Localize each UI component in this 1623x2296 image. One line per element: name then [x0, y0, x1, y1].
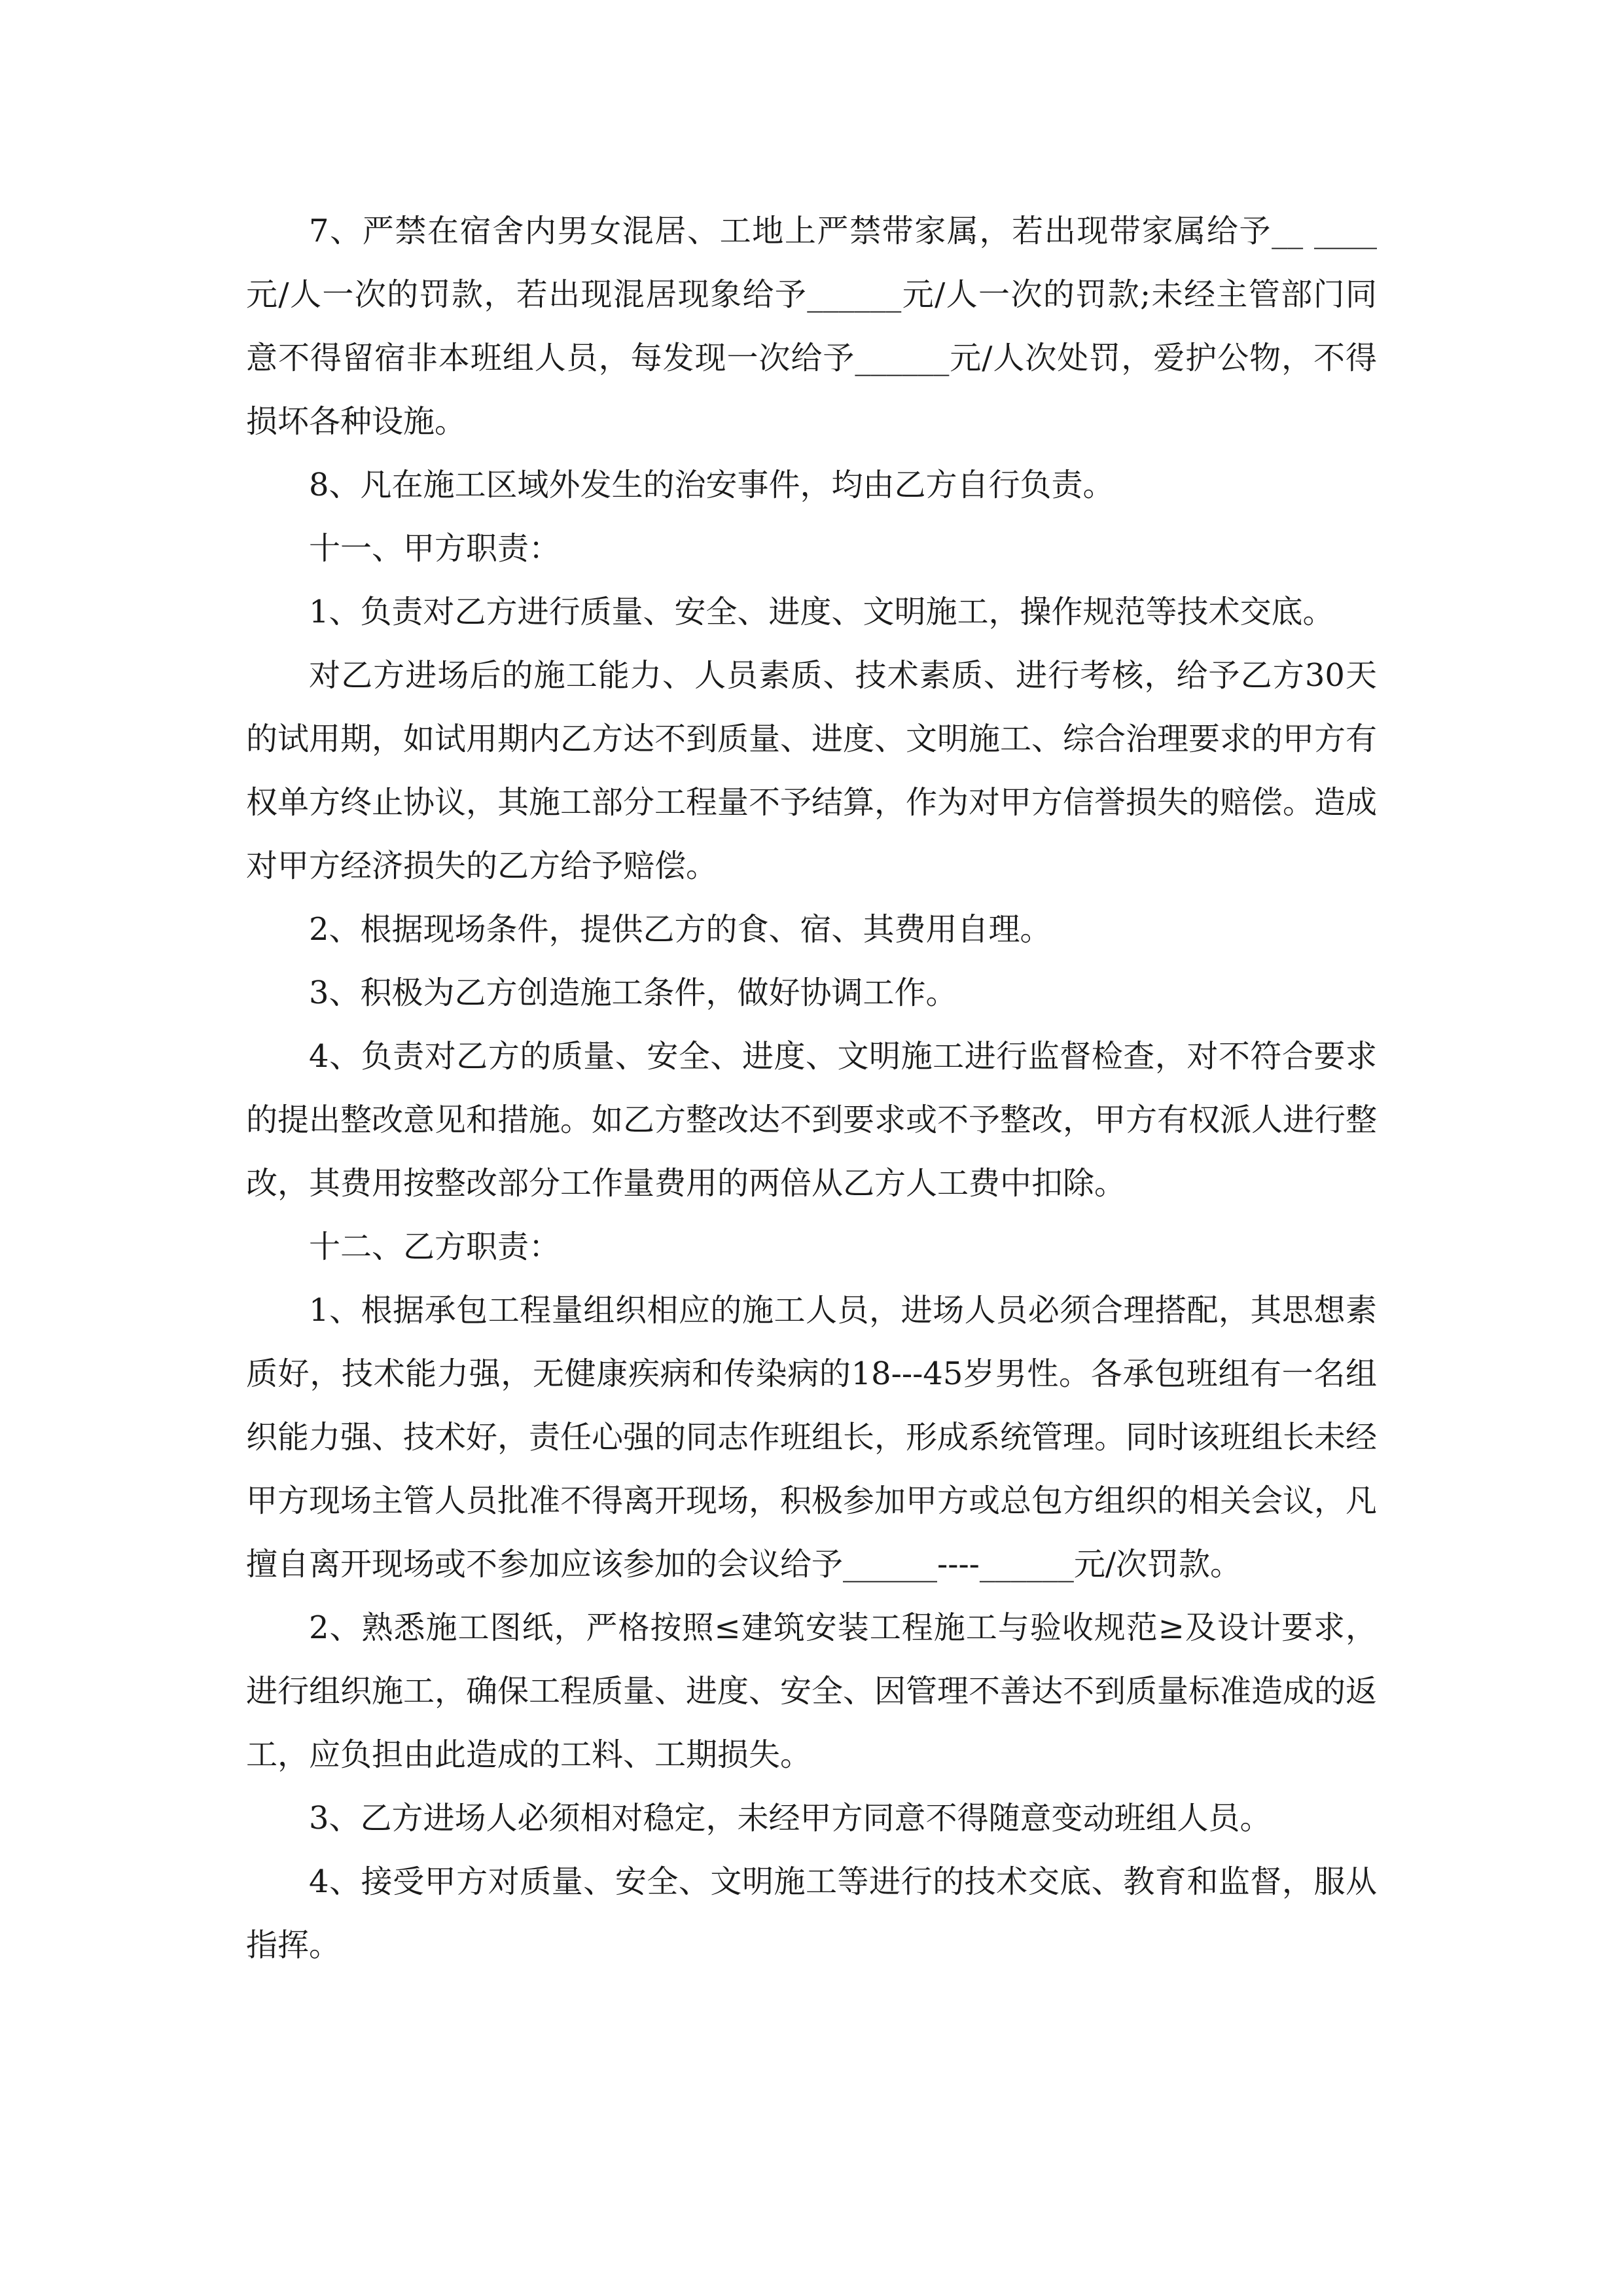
paragraph-11-4: 4、负责对乙方的质量、安全、进度、文明施工进行监督检查，对不符合要求的提出整改意见和措施。如乙方整改达不到要求或不予整改，甲方有权派人进行整改，其费用按整改部分工作量费用的两倍从乙方人工费中扣除。 [246, 1038, 1378, 1202]
paragraph-7: 7、严禁在宿舍内男女混居、工地上严禁带家属，若出现带家属给予__ ____元/人一次的罚款，若出现混居现象给予______元/人一次的罚款;未经主管部门同意不得留宿非本班组人员，每发现一次给予______元/人次处罚，爱护公物，不得损坏各种设施。 [246, 213, 1377, 440]
paragraph-12-3: 3、乙方进场人必须相对稳定，未经甲方同意不得随意变动班组人员。 [309, 1800, 1272, 1837]
paragraph-11-1: 1、负责对乙方进行质量、安全、进度、文明施工，操作规范等技术交底。 [309, 594, 1334, 630]
paragraph-11-3: 3、积极为乙方创造施工条件，做好协调工作。 [309, 975, 957, 1011]
paragraph-12-2: 2、熟悉施工图纸，严格按照≤建筑安装工程施工与验收规范≥及设计要求，进行组织施工，确保工程质量、进度、安全、因管理不善达不到质量标准造成的返工，应负担由此造成的工料、工期损失。 [246, 1609, 1378, 1773]
paragraph-8: 8、凡在施工区域外发生的治安事件，均由乙方自行负责。 [309, 467, 1115, 503]
paragraph-11-1-detail: 对乙方进场后的施工能力、人员素质、技术素质、进行考核，给予乙方30天的试用期，如试用期内乙方达不到质量、进度、文明施工、综合治理要求的甲方有权单方终止协议，其施工部分工程量不予结算，作为对甲方信誉损失的赔偿。造成对甲方经济损失的乙方给予赔偿。 [246, 657, 1378, 884]
section-heading-12: 十二、乙方职责： [309, 1229, 561, 1265]
paragraph-12-4: 4、接受甲方对质量、安全、文明施工等进行的技术交底、教育和监督，服从指挥。 [246, 1863, 1377, 1964]
paragraph-12-1: 1、根据承包工程量组织相应的施工人员，进场人员必须合理搭配，其思想素质好，技术能力强，无健康疾病和传染病的18---45岁男性。各承包班组有一名组织能力强、技术好，责任心强的同志作班组长，形成系统管理。同时该班组长未经甲方现场主管人员批准不得离开现场，积极参加甲方或总包方组织的相关会议，凡擅自离开现场或不参加应该参加的会议给予______----______元/次罚款。 [246, 1292, 1378, 1583]
document-body [246, 200, 1377, 1977]
section-heading-11: 十一、甲方职责： [309, 530, 561, 567]
paragraph-11-2: 2、根据现场条件，提供乙方的食、宿、其费用自理。 [309, 911, 1052, 948]
